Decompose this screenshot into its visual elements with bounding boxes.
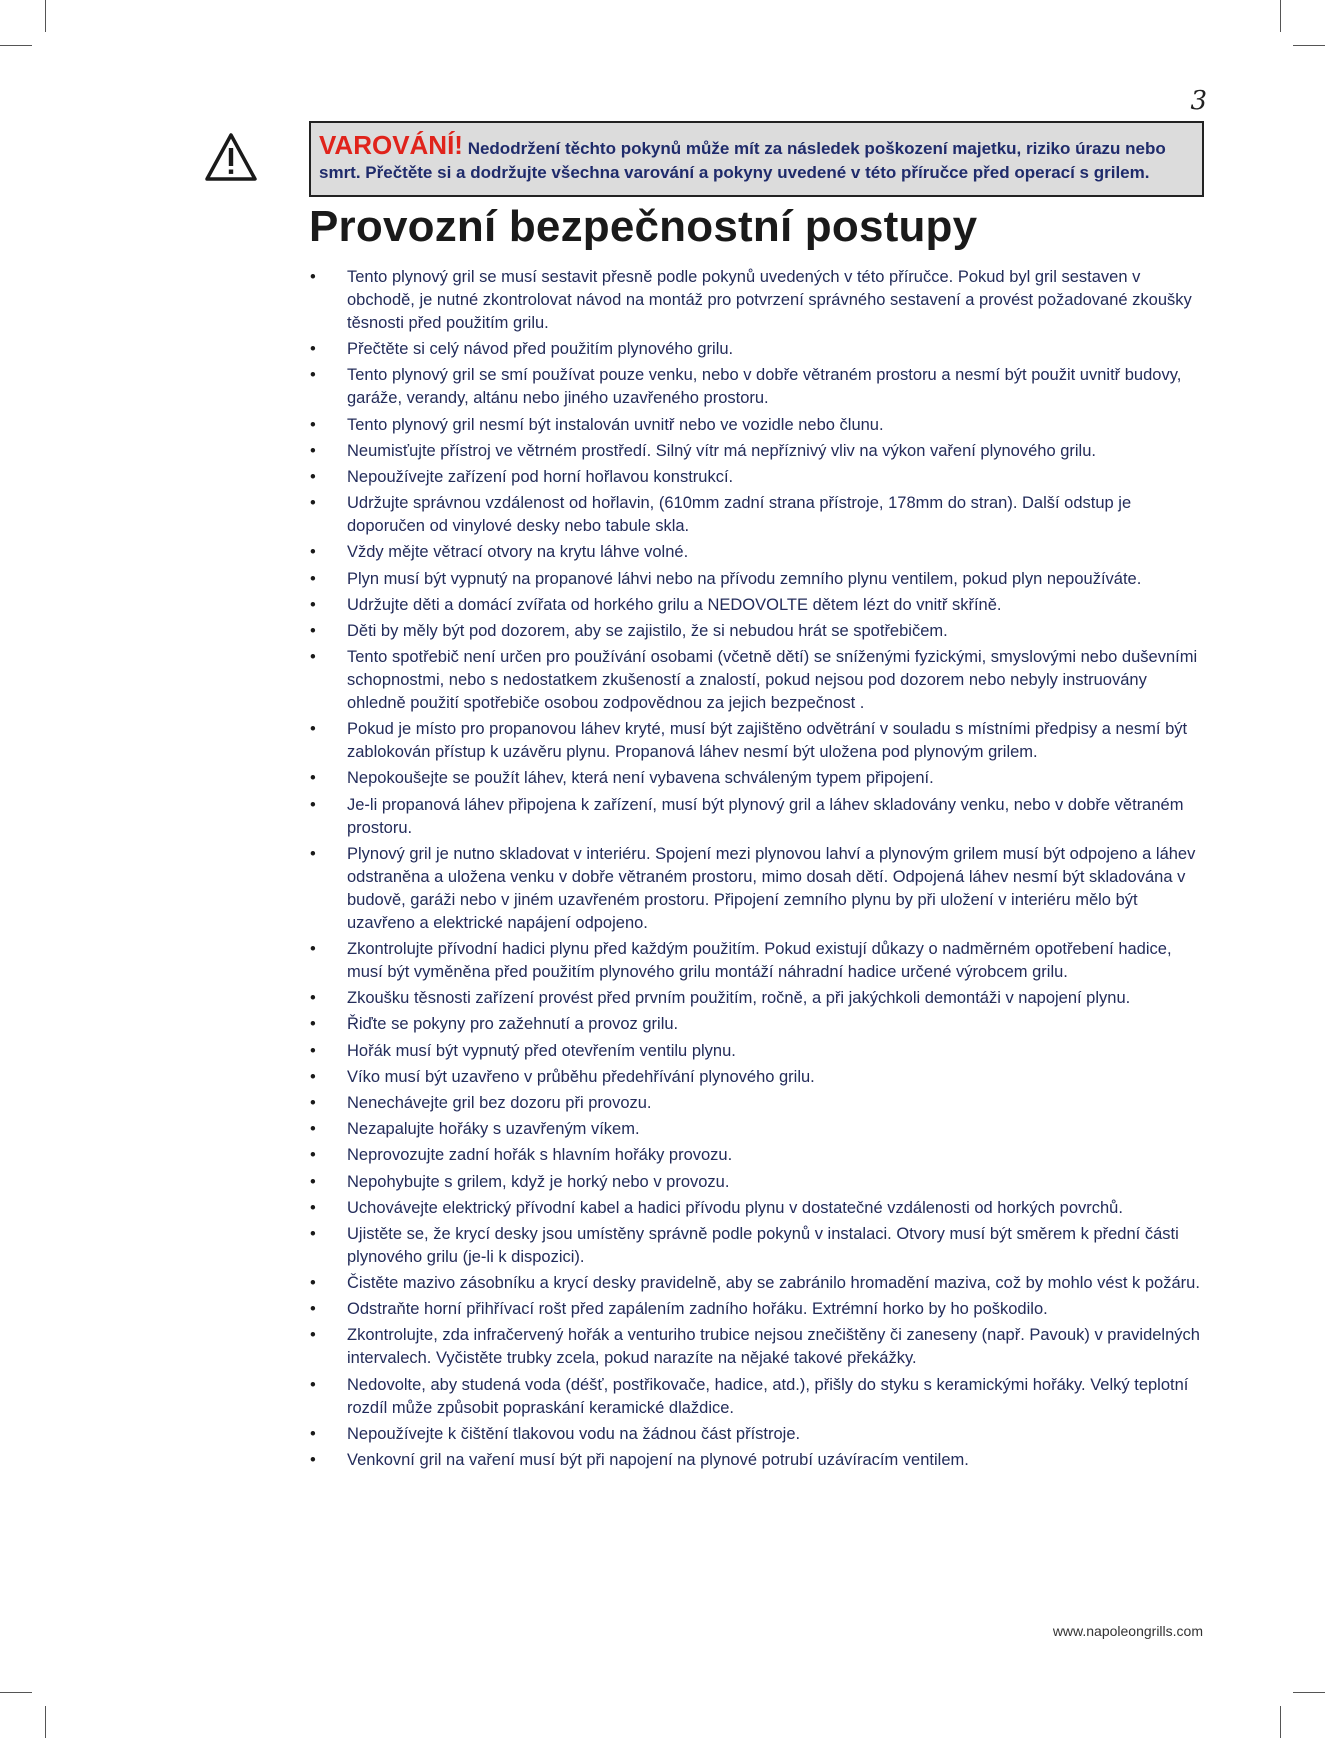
list-item-text: Víko musí být uzavřeno v průběhu předehřívání plynového grilu.	[347, 1067, 815, 1086]
list-item	[309, 1144, 1209, 1167]
bullet-icon: •	[310, 441, 316, 460]
bullet-icon: •	[310, 1120, 316, 1139]
bullet-icon: •	[310, 1146, 316, 1165]
warning-label: VAROVÁNÍ!	[319, 130, 463, 160]
list-item	[309, 1171, 1209, 1194]
bullet-icon: •	[310, 1198, 316, 1217]
list-item-text: Udržujte správnou vzdálenost od hořlavin, (610mm zadní strana přístroje, 178mm do stran). Další odstup je doporučen od vinylové desky nebo tabule skla.	[347, 494, 1132, 536]
list-item	[309, 1298, 1209, 1321]
bullet-icon: •	[310, 467, 316, 486]
warning-triangle-icon	[204, 132, 258, 182]
list-item-text: Nedovolte, aby studená voda (déšť, postřikovače, hadice, atd.), přišly do styku s keramickými hořáky. Velký teplotní rozdíl může způsobit popraskání keramické dlaždice.	[347, 1375, 1189, 1417]
list-item	[309, 646, 1209, 715]
list-item-text: Čistěte mazivo zásobníku a krycí desky pravidelně, aby se zabránilo hromadění maziva, což by mohlo vést k požáru.	[347, 1274, 1200, 1293]
bullet-icon: •	[310, 340, 316, 359]
list-item	[309, 843, 1209, 935]
list-item-text: Nepoužívejte zařízení pod horní hořlavou konstrukcí.	[347, 467, 734, 486]
list-item-text: Neumisťujte přístroj ve větrném prostředí. Silný vítr má nepříznivý vliv na výkon vaření plynového grilu.	[347, 441, 1096, 460]
bullet-icon: •	[310, 1451, 316, 1469]
list-item-text: Nezapalujte hořáky s uzavřeným víkem.	[347, 1120, 640, 1139]
footer-url: www.napoleongrills.com	[1052, 1623, 1203, 1639]
list-item	[309, 266, 1209, 335]
crop-mark-top-right-h	[1293, 45, 1325, 46]
list-item	[309, 718, 1209, 764]
crop-mark-bottom-right-v	[1280, 1706, 1281, 1738]
bullet-icon: •	[310, 1375, 316, 1394]
list-item	[309, 440, 1209, 463]
bullet-icon: •	[310, 720, 316, 739]
bullet-icon: •	[310, 1300, 316, 1319]
list-item	[309, 767, 1209, 790]
list-item	[309, 1423, 1209, 1446]
list-item-text: Neprovozujte zadní hořák s hlavním hořáky provozu.	[347, 1146, 733, 1165]
list-item-text: Nepohybujte s grilem, když je horký nebo v provozu.	[347, 1172, 730, 1191]
list-item	[309, 620, 1209, 643]
list-item-text: Vždy mějte větrací otvory na krytu láhve volné.	[347, 543, 689, 562]
list-item-text: Zkontrolujte, zda infračervený hořák a venturiho trubice nejsou znečištěny či zaneseny (např. Pavouk) v pravidelných intervalech. Vyčistěte trubky zcela, pokud narazíte na nějaké takové překážky.	[347, 1326, 1200, 1368]
list-item-text: Zkoušku těsnosti zařízení provést před prvním použitím, ročně, a při jakýchkoli demontáži v napojení plynu.	[347, 989, 1131, 1008]
bullet-icon: •	[310, 268, 316, 286]
bullet-icon: •	[310, 415, 316, 434]
crop-mark-top-left-v	[45, 0, 46, 32]
list-item-text: Řiďte se pokyny pro zažehnutí a provoz grilu.	[347, 1015, 679, 1034]
safety-rules-list	[309, 266, 1209, 1475]
list-item	[309, 541, 1209, 564]
list-item	[309, 414, 1209, 437]
list-item-text: Odstraňte horní přihřívací rošt před zapálením zadního hořáku. Extrémní horko by ho poškodilo.	[347, 1300, 1048, 1319]
list-item-text: Hořák musí být vypnutý před otevřením ventilu plynu.	[347, 1041, 736, 1060]
list-item-text: Venkovní gril na vaření musí být při napojení na plynové potrubí uzávíracím ventilem.	[347, 1451, 969, 1469]
list-item-text: Plynový gril je nutno skladovat v interiéru. Spojení mezi plynovou lahví a plynovým grilem musí být odpojeno a láhev odstraněna a uložena venku v dobře větraném prostoru, mimo dosah dětí. Odpojená láhev nesmí být skladována v budově, garáži nebo v jiném uzavřeném prostoru. Připojení zemního plynu by při uložení v interiéru mělo být uzavřeno a elektrické napájení odpojeno.	[347, 844, 1196, 932]
warning-text: Nedodržení těchto pokynů může mít za následek poškození majetku, riziko úrazu nebo smrt. Přečtěte si a dodržujte všechna varování a pokyny uvedené v této příručce před operací s grilem.	[319, 139, 1166, 182]
page-title: Provozní bezpečnostní postupy	[309, 202, 978, 251]
list-item-text: Přečtěte si celý návod před použitím plynového grilu.	[347, 340, 734, 359]
crop-mark-bottom-right-h	[1293, 1692, 1325, 1693]
list-item-text: Je-li propanová láhev připojena k zařízení, musí být plynový gril a láhev skladovány venku, nebo v dobře větraném prostoru.	[347, 795, 1184, 837]
list-item-text: Ujistěte se, že krycí desky jsou umístěny správně podle pokynů v instalaci. Otvory musí být směrem k přední části plynového grilu (je-li k dispozici).	[347, 1224, 1179, 1266]
list-item	[309, 466, 1209, 489]
list-item	[309, 364, 1209, 410]
list-item-text: Uchovávejte elektrický přívodní kabel a hadici přívodu plynu v dostatečné vzdálenosti od horkých povrchů.	[347, 1198, 1123, 1217]
list-item-text: Nenechávejte gril bez dozoru při provozu.	[347, 1093, 652, 1112]
list-item	[309, 987, 1209, 1010]
bullet-icon: •	[310, 1067, 316, 1086]
list-item-text: Plyn musí být vypnutý na propanové láhvi nebo na přívodu zemního plynu ventilem, pokud plyn nepoužíváte.	[347, 569, 1142, 588]
list-item	[309, 1223, 1209, 1269]
bullet-icon: •	[310, 844, 316, 863]
bullet-icon: •	[310, 543, 316, 562]
bullet-icon: •	[310, 1274, 316, 1293]
bullet-icon: •	[310, 648, 316, 667]
list-item	[309, 1066, 1209, 1089]
bullet-icon: •	[310, 989, 316, 1008]
warning-box	[309, 121, 1204, 197]
list-item-text: Tento plynový gril se smí používat pouze venku, nebo v dobře větraném prostoru a nesmí být použit uvnitř budovy, garáže, verandy, altánu nebo jiného uzavřeného prostoru.	[347, 366, 1182, 408]
bullet-icon: •	[310, 1041, 316, 1060]
list-item-text: Tento plynový gril se musí sestavit přesně podle pokynů uvedených v této příručce. Pokud byl gril sestaven v obchodě, je nutné zkontrolovat návod na montáž pro potvrzení správného sestavení a provést požadované zkoušky těsnosti před použitím grilu.	[347, 268, 1192, 332]
list-item	[309, 1374, 1209, 1420]
bullet-icon: •	[310, 595, 316, 614]
bullet-icon: •	[310, 1093, 316, 1112]
bullet-icon: •	[310, 940, 316, 958]
bullet-icon: •	[310, 621, 316, 640]
bullet-icon: •	[310, 1224, 316, 1243]
list-item	[309, 1092, 1209, 1115]
list-item	[309, 492, 1209, 538]
list-item	[309, 1118, 1209, 1141]
bullet-icon: •	[310, 1424, 316, 1443]
list-item-text: Tento plynový gril nesmí být instalován uvnitř nebo ve vozidle nebo člunu.	[347, 415, 884, 434]
bullet-icon: •	[310, 569, 316, 588]
list-item	[309, 1324, 1209, 1370]
list-item	[309, 1449, 1209, 1472]
list-item-text: Tento spotřebič není určen pro používání osobami (včetně dětí) se sníženými fyzickými, smyslovými nebo duševními schopnostmi, nebo s nedostatkem zkušeností a znalostí, pokud nejsou pod dozorem nebo nebyly instruovány ohledně použití spotřebiče osobou zodpovědnou za jejich bezpečnost .	[347, 648, 1198, 713]
bullet-icon: •	[310, 1015, 316, 1034]
list-item	[309, 594, 1209, 617]
list-item	[309, 938, 1209, 984]
bullet-icon: •	[310, 494, 316, 513]
crop-mark-bottom-left-v	[45, 1706, 46, 1738]
crop-mark-top-right-v	[1280, 0, 1281, 32]
list-item	[309, 794, 1209, 840]
crop-mark-bottom-left-h	[0, 1692, 32, 1693]
list-item-text: Děti by měly být pod dozorem, aby se zajistilo, že si nebudou hrát se spotřebičem.	[347, 621, 948, 640]
list-item-text: Zkontrolujte přívodní hadici plynu před každým použitím. Pokud existují důkazy o nadměrném opotřebení hadice, musí být vyměněna před použitím plynového grilu montáží náhradní hadice určené výrobcem grilu.	[347, 940, 1172, 981]
bullet-icon: •	[310, 1326, 316, 1345]
page-number: 3	[1190, 86, 1207, 116]
list-item-text: Nepoužívejte k čištění tlakovou vodu na žádnou část přístroje.	[347, 1424, 801, 1443]
crop-mark-top-left-h	[0, 45, 32, 46]
list-item	[309, 1197, 1209, 1220]
list-item	[309, 568, 1209, 591]
list-item-text: Udržujte děti a domácí zvířata od horkého grilu a NEDOVOLTE dětem lézt do vnitř skříně.	[347, 595, 1002, 614]
bullet-icon: •	[310, 795, 316, 814]
bullet-icon: •	[310, 769, 316, 788]
bullet-icon: •	[310, 1172, 316, 1191]
list-item-text: Nepokoušejte se použít láhev, která není vybavena schváleným typem připojení.	[347, 769, 934, 788]
list-item	[309, 1040, 1209, 1063]
list-item	[309, 1272, 1209, 1295]
list-item	[309, 1013, 1209, 1036]
list-item-text: Pokud je místo pro propanovou láhev kryté, musí být zajištěno odvětrání v souladu s místními předpisy a nesmí být zablokován přístup k uzávěru plynu. Propanová láhev nesmí být uložena pod plynovým grilem.	[347, 720, 1188, 762]
list-item	[309, 338, 1209, 361]
bullet-icon: •	[310, 366, 316, 385]
